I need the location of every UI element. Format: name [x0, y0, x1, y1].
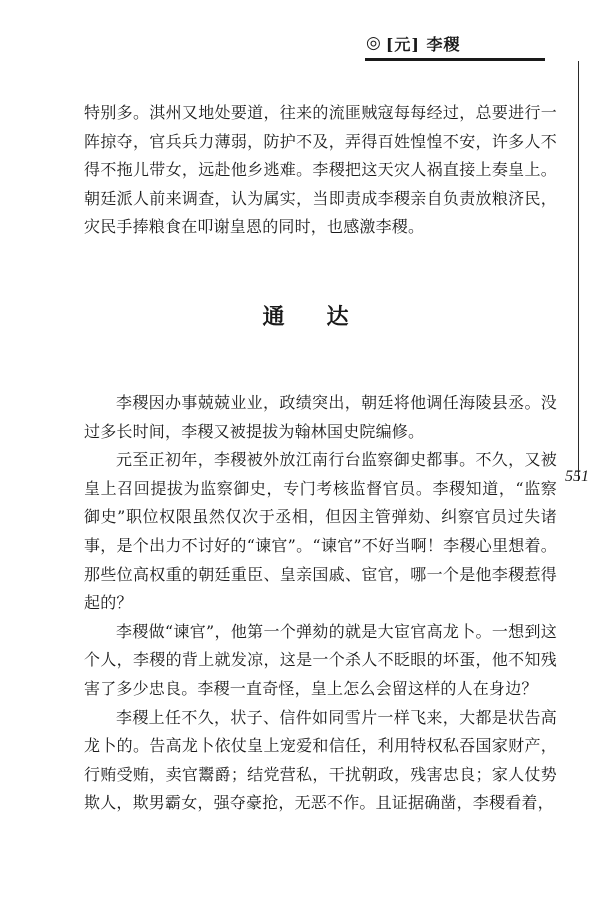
body-paragraph-3: 李稷做“谏官”，他第一个弹劾的就是大宦官高龙卜。一想到这个人，李稷的背上就发凉，这是一个杀人不眨眼的坏蛋，他不知残害了多少忠良。李稷一直奇怪，皇上怎么会留这样的人在身边？ [84, 621, 557, 698]
page-number: 551 [565, 468, 589, 485]
header-rule [365, 58, 545, 61]
intro-paragraph: 特别多。淇州又地处要道，往来的流匪贼寇每每经过，总要进行一阵掠夺，官兵兵力薄弱，防护不及，弄得百姓惶惶不安，许多人不得不拖儿带女，远赴他乡逃难。李稷把这天灾人祸直接上奏皇上。朝廷派人前来调查，认为属实，当即责成李稷亲自负责放粮济民，灾民手捧粮食在叩谢皇恩的同时，也感激李稷。 [84, 103, 557, 237]
body-paragraph-1: 李稷因办事兢兢业业，政绩突出，朝廷将他调任海陵县丞。没过多长时间，李稷又被提拔为翰林国史院编修。 [84, 393, 557, 441]
running-header [366, 32, 461, 54]
circle-mark-icon: ◎ [366, 33, 382, 53]
body-paragraph-4: 李稷上任不久，状子、信件如同雪片一样飞来，大都是状告高龙卜的。告高龙卜依仗皇上宠爱和信任，利用特权私吞国家财产，行贿受贿，卖官鬻爵；结党营私，干扰朝政，残害忠良；家人仗势欺人，欺男霸女，强夺豪抢，无恶不作。且证据确凿，李稷看着， [84, 707, 557, 813]
margin-rule [578, 61, 579, 481]
running-header-text: [元] 李稷 [385, 34, 461, 54]
body-text-block [84, 389, 557, 818]
intro-text-block [84, 99, 557, 242]
body-paragraph-2: 元至正初年，李稷被外放江南行台监察御史都事。不久，又被皇上召回提拔为监察御史，专门考核监督官员。李稷知道，“监察御史”职位权限虽然仅次于丞相，但因主管弹劾、纠察官员过失诸事，是个出力不讨好的“谏官”。“谏官”不好当啊！李稷心里想着。那些位高权重的朝廷重臣、皇亲国戚、宦官，哪一个是他李稷惹得起的？ [84, 450, 557, 613]
section-title: 通达 [262, 304, 391, 330]
